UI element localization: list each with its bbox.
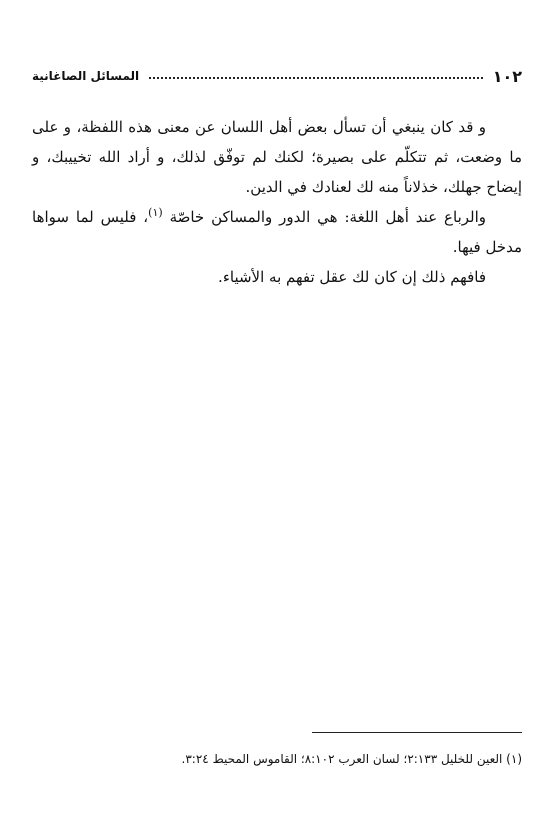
page-number: ١٠٢ xyxy=(492,66,522,86)
paragraph-2 xyxy=(32,202,522,262)
running-title: المسائل الصاغانية xyxy=(32,69,140,83)
main-text xyxy=(32,112,522,292)
paragraph-3: فافهم ذلك إن كان لك عقل تفهم به الأشياء. xyxy=(218,268,486,286)
footnote: (١) العين للخليل ٢:١٣٣؛ لسان العرب ٨:١٠٢؛ القاموس المحيط ٣:٢٤. xyxy=(181,752,522,766)
footnote-separator xyxy=(312,732,522,733)
page-header xyxy=(32,62,522,90)
footnote-reference: (١) xyxy=(148,206,163,219)
paragraph-2-text-start: والرباع عند أهل اللغة: هي الدور والمساكن خاصّة xyxy=(169,208,487,226)
header-dotted-leader xyxy=(149,77,483,79)
paragraph-1: و قد كان ينبغي أن تسأل بعض أهل اللسان عن معنى هذه اللفظة، و على ما وضعت، ثم تتكلّم على بصيرة؛ لكنك لم توفّق لذلك، و أراد الله تخييبك، و إيضاح جهلك، خذلاناً منه لك لعنادك في الدين. xyxy=(32,118,522,196)
paragraph-2-text-end: ، فليس لما سواها مدخل فيها. xyxy=(32,208,522,256)
